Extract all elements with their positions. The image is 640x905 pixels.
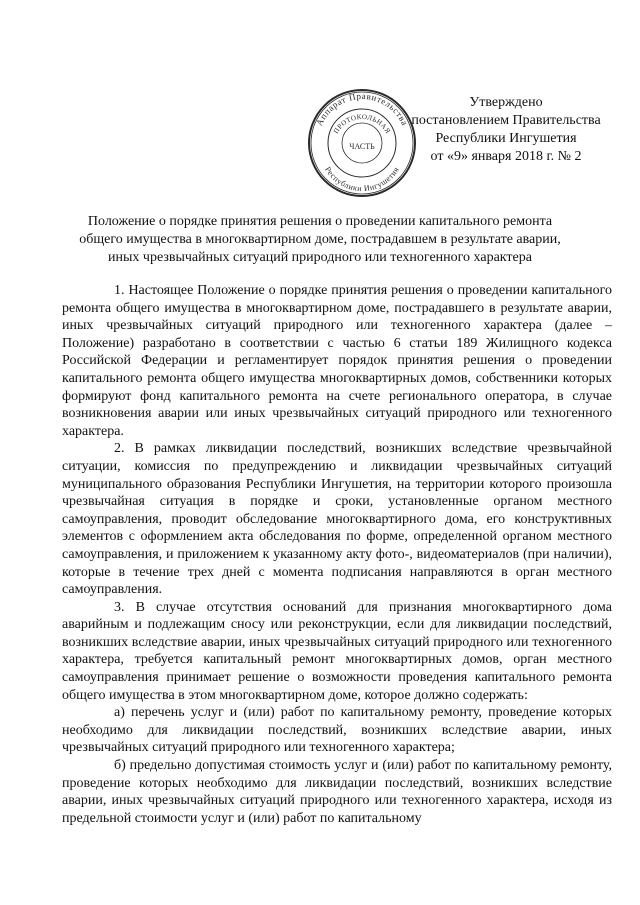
paragraph-3b: б) предельно допустимая стоимость услуг и (или) работ по капитальному ремонту, проведение которых необходимо для ликвидации последствий, возникших вследствие аварии, иных чрезвычайных ситуаций природного или техногенного характера, исходя из предельной стоимости услуг и (или) работ по капитальному (62, 758, 612, 826)
paragraph-2: 2. В рамках ликвидации последствий, возникших вследствие чрезвычайной ситуации, комиссия по предупреждению и ликвидации чрезвычайных ситуаций муниципального образования Республики Ингушетия, на территории которого произошла чрезвычайная ситуация в порядке и сроки, установленные органом местного самоуправления, проводит обследование многоквартирного дома, его конструктивных элементов с оформлением акта обследования по форме, определенной органом местного самоуправления, и приложением к указанному акту фото-, видеоматериалов (при наличии), которые в течение трех дней с момента подписания направляются в орган местного самоуправления. (62, 441, 612, 598)
title-line-1: Положение о порядке принятия решения о проведении капитального ремонта (87, 214, 553, 229)
paragraph-3: 3. В случае отсутствия оснований для признания многоквартирного дома аварийным и подлежащим сносу или реконструкции, если для ликвидации последствий, возникших вследствие аварии, иных чрезвычайных ситуаций природного или техногенного характера, требуется капитальный ремонт многоквартирных домов, орган местного самоуправления принимает решение о возможности проведения капитального ремонта общего имущества в этом многоквартирном доме, которое должно содержать: (62, 599, 612, 703)
paragraph-3a: а) перечень услуг и (или) работ по капитальному ремонту, проведение которых необходимо для ликвидации последствий, возникших вследствие аварии, иных чрезвычайных ситуаций природного или техногенного характера; (62, 705, 612, 756)
title-line-2: общего имущества в многоквартирном доме, пострадавшем в результате аварии, (79, 232, 561, 247)
document-title (52, 213, 588, 267)
approval-line-2: постановлением Правительства (411, 113, 601, 128)
document-body (62, 282, 612, 827)
seal-center-text: ЧАСТЬ (349, 142, 375, 151)
paragraph-1: 1. Настоящее Положение о порядке принятия решения о проведении капитального ремонта общего имущества в многоквартирном доме, пострадавшего в результате аварии, иных чрезвычайных ситуаций природного или техногенного характера (далее – Положение) разработано в соответствии с частью 6 статьи 189 Жилищного кодекса Российской Федерации и регламентирует порядок принятия решения о проведении капитального ремонта общего имущества многоквартирных домов, собственники которых формируют фонд капитального ремонта на счете регионального оператора, в случае возникновения аварии или иных чрезвычайных ситуаций природного или техногенного характера. (62, 283, 612, 439)
seal-outer-text-bottom: Республики Ингушетия (323, 165, 401, 194)
title-line-3: иных чрезвычайных ситуаций природного или техногенного характера (108, 250, 532, 265)
approval-block (384, 94, 628, 166)
seal-inner-text: ПРОТОКОЛЬНАЯ (332, 112, 392, 136)
approval-line-4: от «9» января 2018 г. № 2 (430, 149, 582, 164)
approval-line-1: Утверждено (469, 95, 543, 110)
approval-line-3: Республики Ингушетия (435, 131, 577, 146)
seal-outer-text: Аппарат Правительства (313, 90, 411, 128)
